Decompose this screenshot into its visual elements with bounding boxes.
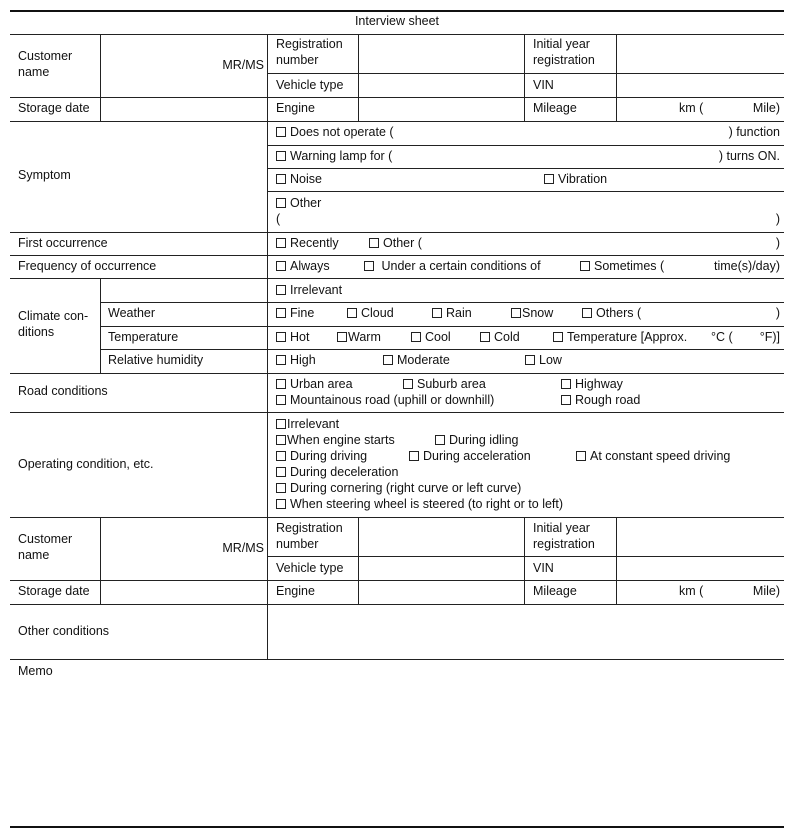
- rule: [10, 97, 784, 98]
- checkbox[interactable]: [276, 174, 286, 184]
- interview-sheet: [10, 10, 784, 828]
- customer-name-label: Customer name: [18, 532, 73, 562]
- checkbox[interactable]: [561, 395, 571, 405]
- climate-conditions-label: Climate con- ditions: [18, 309, 89, 339]
- km-label: km (: [679, 584, 704, 598]
- rule: [100, 278, 101, 373]
- rule: [10, 255, 784, 256]
- checkbox[interactable]: [276, 483, 286, 493]
- constant-speed-option[interactable]: At constant speed driving: [576, 448, 730, 464]
- deceleration-option[interactable]: During deceleration: [276, 464, 398, 480]
- checkbox[interactable]: [580, 261, 590, 271]
- initial-year-registration-label: Initial year registration: [533, 521, 595, 551]
- engine-label: Engine: [276, 101, 315, 115]
- rule: [267, 168, 784, 169]
- rain-option[interactable]: Rain: [432, 305, 472, 321]
- function-label: ) function: [728, 125, 780, 139]
- rule: [10, 517, 784, 518]
- checkbox[interactable]: [561, 379, 571, 389]
- checkbox[interactable]: [276, 285, 286, 295]
- fine-option[interactable]: Fine: [276, 305, 314, 321]
- suburb-area-option[interactable]: Suburb area: [403, 376, 486, 392]
- checkbox[interactable]: [411, 332, 421, 342]
- high-option[interactable]: High: [276, 352, 316, 368]
- mile-label: Mile): [752, 584, 780, 598]
- honorific-label: MR/MS: [222, 58, 264, 72]
- warning-lamp-option[interactable]: Warning lamp for (: [276, 148, 392, 164]
- fahrenheit-label: °F)]: [759, 330, 780, 344]
- moderate-option[interactable]: Moderate: [383, 352, 450, 368]
- cloud-option[interactable]: Cloud: [347, 305, 394, 321]
- checkbox[interactable]: [276, 238, 286, 248]
- open-paren: (: [276, 212, 281, 226]
- close-paren: ): [775, 306, 780, 320]
- checkbox[interactable]: [576, 451, 586, 461]
- engine-starts-option[interactable]: When engine starts: [276, 432, 395, 448]
- cold-option[interactable]: Cold: [480, 329, 520, 345]
- weather-label: Weather: [108, 306, 156, 320]
- cornering-option[interactable]: During cornering (right curve or left curve): [276, 480, 521, 496]
- checkbox[interactable]: [276, 435, 286, 445]
- rule: [10, 580, 784, 581]
- checkbox[interactable]: [276, 379, 286, 389]
- checkbox[interactable]: [511, 308, 521, 318]
- rule: [267, 191, 784, 192]
- checkbox[interactable]: [369, 238, 379, 248]
- engine-label: Engine: [276, 584, 315, 598]
- checkbox[interactable]: [432, 308, 442, 318]
- vehicle-type-label: Vehicle type: [276, 561, 344, 575]
- checkbox[interactable]: [553, 332, 563, 342]
- honorific-label: MR/MS: [222, 541, 264, 555]
- checkbox[interactable]: [337, 332, 347, 342]
- rule: [358, 517, 359, 604]
- acceleration-option[interactable]: During acceleration: [409, 448, 531, 464]
- mileage-label: Mileage: [533, 101, 577, 115]
- checkbox[interactable]: [435, 435, 445, 445]
- vin-label: VIN: [533, 561, 554, 575]
- low-option[interactable]: Low: [525, 352, 562, 368]
- others-weather-option[interactable]: Others (: [582, 305, 641, 321]
- close-paren: ): [775, 212, 780, 226]
- frequency-label: Frequency of occurrence: [18, 259, 157, 273]
- rule: [358, 34, 359, 121]
- rule: [616, 34, 617, 121]
- mile-label: Mile): [752, 101, 780, 115]
- bottom-border: [10, 826, 784, 828]
- registration-number-label: Registration number: [276, 37, 343, 67]
- rule: [267, 34, 268, 659]
- operating-irrelevant-option[interactable]: Irrelevant: [276, 416, 339, 432]
- checkbox[interactable]: [480, 332, 490, 342]
- does-not-operate-option[interactable]: Does not operate (: [276, 124, 394, 140]
- rule: [616, 517, 617, 604]
- rule: [524, 517, 525, 604]
- checkbox[interactable]: [383, 355, 393, 365]
- times-per-day-label: time(s)/day): [714, 259, 780, 273]
- checkbox[interactable]: [276, 499, 286, 509]
- rule: [100, 326, 784, 327]
- rule: [100, 302, 784, 303]
- page-title: Interview sheet: [354, 14, 440, 28]
- checkbox[interactable]: [582, 308, 592, 318]
- checkbox[interactable]: [276, 151, 286, 161]
- rule: [10, 278, 784, 279]
- celsius-label: °C (: [711, 330, 733, 344]
- cool-option[interactable]: Cool: [411, 329, 451, 345]
- checkbox[interactable]: [276, 419, 286, 429]
- warm-option[interactable]: Warm: [337, 329, 381, 345]
- operating-condition-label: Operating condition, etc.: [18, 457, 154, 471]
- hot-option[interactable]: Hot: [276, 329, 309, 345]
- checkbox[interactable]: [276, 467, 286, 477]
- checkbox[interactable]: [276, 308, 286, 318]
- noise-option[interactable]: Noise: [276, 171, 322, 187]
- rule: [267, 73, 784, 74]
- steering-option[interactable]: When steering wheel is steered (to right or to left): [276, 496, 563, 512]
- idling-option[interactable]: During idling: [435, 432, 518, 448]
- checkbox[interactable]: [276, 261, 286, 271]
- temperature-approx-option[interactable]: Temperature [Approx.: [553, 329, 687, 345]
- rule: [267, 556, 784, 557]
- checkbox[interactable]: [276, 127, 286, 137]
- storage-date-label: Storage date: [18, 584, 90, 598]
- other-conditions-label: Other conditions: [18, 624, 110, 638]
- vin-label: VIN: [533, 78, 554, 92]
- rule: [267, 145, 784, 146]
- checkbox[interactable]: [403, 379, 413, 389]
- checkbox[interactable]: [276, 451, 286, 461]
- memo-label: Memo: [18, 664, 53, 678]
- recently-option[interactable]: Recently: [276, 235, 339, 251]
- close-paren: ): [775, 236, 780, 250]
- always-option[interactable]: Always: [276, 258, 330, 274]
- checkbox[interactable]: [409, 451, 419, 461]
- rule: [100, 517, 101, 604]
- mileage-label: Mileage: [533, 584, 577, 598]
- checkbox[interactable]: [544, 174, 554, 184]
- rule: [10, 659, 784, 660]
- storage-date-label: Storage date: [18, 101, 90, 115]
- first-occurrence-label: First occurrence: [18, 236, 108, 250]
- rule: [100, 349, 784, 350]
- rule: [10, 34, 784, 35]
- rule: [524, 34, 525, 121]
- highway-option[interactable]: Highway: [561, 376, 623, 392]
- mountainous-road-option[interactable]: Mountainous road (uphill or downhill): [276, 392, 494, 408]
- rule: [100, 34, 101, 121]
- checkbox[interactable]: [276, 395, 286, 405]
- checkbox[interactable]: [364, 261, 374, 271]
- turns-on-label: ) turns ON.: [718, 149, 780, 163]
- symptom-label: Symptom: [18, 168, 71, 182]
- temperature-label: Temperature: [108, 330, 179, 344]
- top-border: [10, 10, 784, 12]
- rule: [10, 373, 784, 374]
- vibration-option[interactable]: Vibration: [544, 171, 607, 187]
- customer-name-label: Customer name: [18, 49, 73, 79]
- rough-road-option[interactable]: Rough road: [561, 392, 640, 408]
- rule: [10, 604, 784, 605]
- checkbox[interactable]: [276, 198, 286, 208]
- checkbox[interactable]: [347, 308, 357, 318]
- rule: [10, 412, 784, 413]
- other-occurrence-option[interactable]: Other (: [369, 235, 422, 251]
- registration-number-label: Registration number: [276, 521, 343, 551]
- sometimes-option[interactable]: Sometimes (: [580, 258, 664, 274]
- checkbox[interactable]: [276, 355, 286, 365]
- urban-area-option[interactable]: Urban area: [276, 376, 353, 392]
- checkbox[interactable]: [525, 355, 535, 365]
- road-conditions-label: Road conditions: [18, 384, 108, 398]
- vehicle-type-label: Vehicle type: [276, 78, 344, 92]
- certain-conditions-option[interactable]: Under a certain conditions of: [364, 258, 541, 274]
- other-symptom-option[interactable]: Other: [276, 195, 321, 211]
- km-label: km (: [679, 101, 704, 115]
- rule: [10, 232, 784, 233]
- snow-option[interactable]: Snow: [511, 305, 553, 321]
- relative-humidity-label: Relative humidity: [108, 353, 204, 367]
- initial-year-registration-label: Initial year registration: [533, 37, 595, 67]
- rule: [10, 121, 784, 122]
- climate-irrelevant-option[interactable]: Irrelevant: [276, 282, 342, 298]
- driving-option[interactable]: During driving: [276, 448, 367, 464]
- checkbox[interactable]: [276, 332, 286, 342]
